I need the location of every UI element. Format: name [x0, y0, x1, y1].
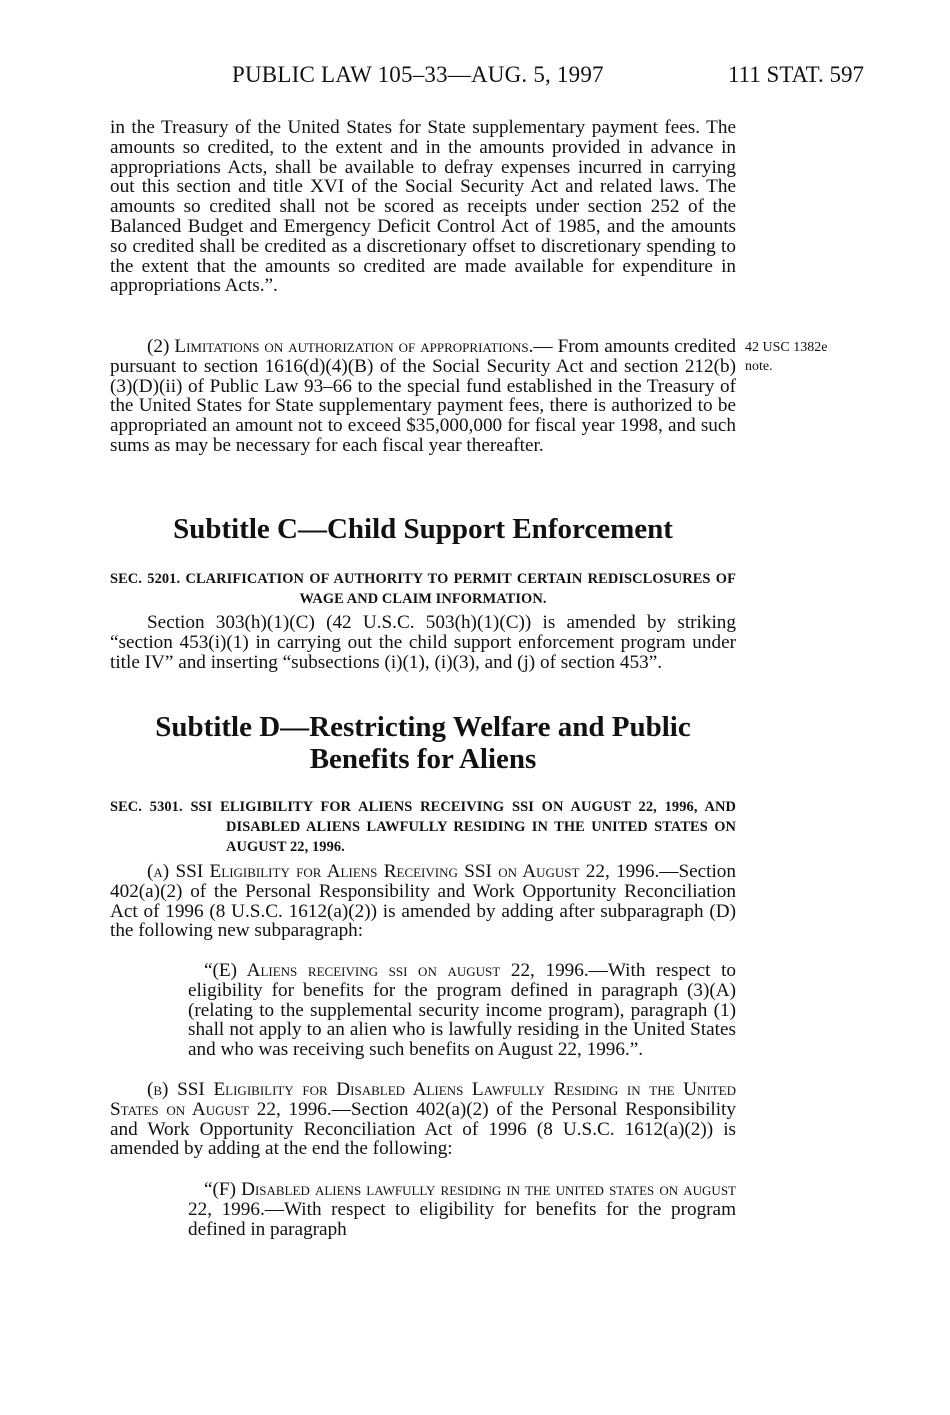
paragraph-limitations-body: From amounts credited pursuant to section 1616(d)(4)(B) of the Social Security Act and section 212(b)(3)(D)(ii) of Public Law 93–66 to the special fund established in the Treasury of the United States for State supplementary payment fees, there is authorized to be appropriated an amount not to exceed $35,000,000 for fiscal year 1998, and such sums as may be necessary for each fiscal year thereafter. [110, 336, 736, 456]
subtitle-d-line-1: Subtitle D—Restricting Welfare and Public [155, 711, 691, 743]
sec-5301-a [110, 862, 736, 941]
sec-5301-b [110, 1080, 736, 1159]
paragraph-limitations-heading: (2) Limitations on authorization of appropriations.— [147, 336, 553, 357]
sec-5201-body: Section 303(h)(1)(C) (42 U.S.C. 503(h)(1)(C)) is amended by striking “section 453(i)(1) in carrying out the child support enforcement program under title IV” and inserting “subsections (i)(1), (i)(3), and (j) of section 453”. [110, 612, 736, 673]
sec-5301-b-body: Section 402(a)(2) of the Personal Responsibility and Work Opportunity Reconciliation Act of 1996 (8 U.S.C. 1612(a)(2)) is amended by adding at the end the following: [110, 1098, 736, 1160]
sec-5301-f-body: With respect to eligibility for benefits for the program defined in paragraph [188, 1198, 736, 1240]
subtitle-d-heading [110, 711, 736, 775]
sec-5301-heading: SEC. 5301. SSI ELIGIBILITY FOR ALIENS RECEIVING SSI ON AUGUST 22, 1996, AND DISABLED ALIENS LAWFULLY RESIDING IN THE UNITED STATES ON AUGUST 22, 1996. [110, 799, 736, 855]
sec-5301-a-body: Section 402(a)(2) of the Personal Responsibility and Work Opportunity Reconciliation Act of 1996 (8 U.S.C. 1612(a)(2)) is amended by adding after subparagraph (D) the following new subparagraph: [110, 861, 736, 942]
sec-5301-a-heading: (a) SSI Eligibility for Aliens Receiving SSI on August 22, 1996.— [147, 861, 679, 882]
subtitle-d-line-2: Benefits for Aliens [309, 743, 537, 775]
sec-5301-e [188, 961, 736, 1060]
sec-5301-f [188, 1180, 736, 1239]
subtitle-c-heading: Subtitle C—Child Support Enforcement [173, 513, 673, 545]
sec-5301-b-heading: (b) SSI Eligibility for Disabled Aliens Lawfully Residing in the United States on August 22, 1996.— [110, 1079, 736, 1120]
margin-note-suffix: note. [745, 359, 773, 374]
sec-5201-heading: SEC. 5201. CLARIFICATION OF AUTHORITY TO PERMIT CERTAIN REDISCLOSURES OF WAGE AND CLAIM INFORMATION. [110, 571, 736, 607]
paragraph-treasury-fees: in the Treasury of the United States for State supplementary payment fees. The amounts so credited, to the extent and in the amounts provided in advance in appropriations Acts, shall be available to defray expenses incurred in carrying out this section and title XVI of the Social Security Act and related laws. The amounts so credited shall not be scored as receipts under section 252 of the Balanced Budget and Emergency Deficit Control Act of 1985, and the amounts so credited shall be credited as a discretionary offset to discretionary spending to the extent that the amounts so credited are made available for expenditure in appropriations Acts.”. [110, 117, 736, 297]
sec-5301-e-heading: “(E) Aliens receiving ssi on august 22, 1996.— [204, 960, 608, 981]
sec-5301-f-heading: “(F) Disabled aliens lawfully residing in the united states on august 22, 1996.— [188, 1179, 736, 1220]
paragraph-limitations [110, 337, 736, 456]
page-stat-number: 111 STAT. 597 [728, 62, 864, 87]
running-header: PUBLIC LAW 105–33—AUG. 5, 1997 [232, 62, 604, 87]
sec-5301-e-body: With respect to eligibility for benefits for the program defined in paragraph (3)(A) (relating to the supplemental security income program), paragraph (1) shall not apply to an alien who is lawfully residing in the United States and who was receiving such benefits on August 22, 1996.”. [188, 960, 736, 1061]
margin-note-citation: 42 USC 1382e [745, 340, 828, 355]
